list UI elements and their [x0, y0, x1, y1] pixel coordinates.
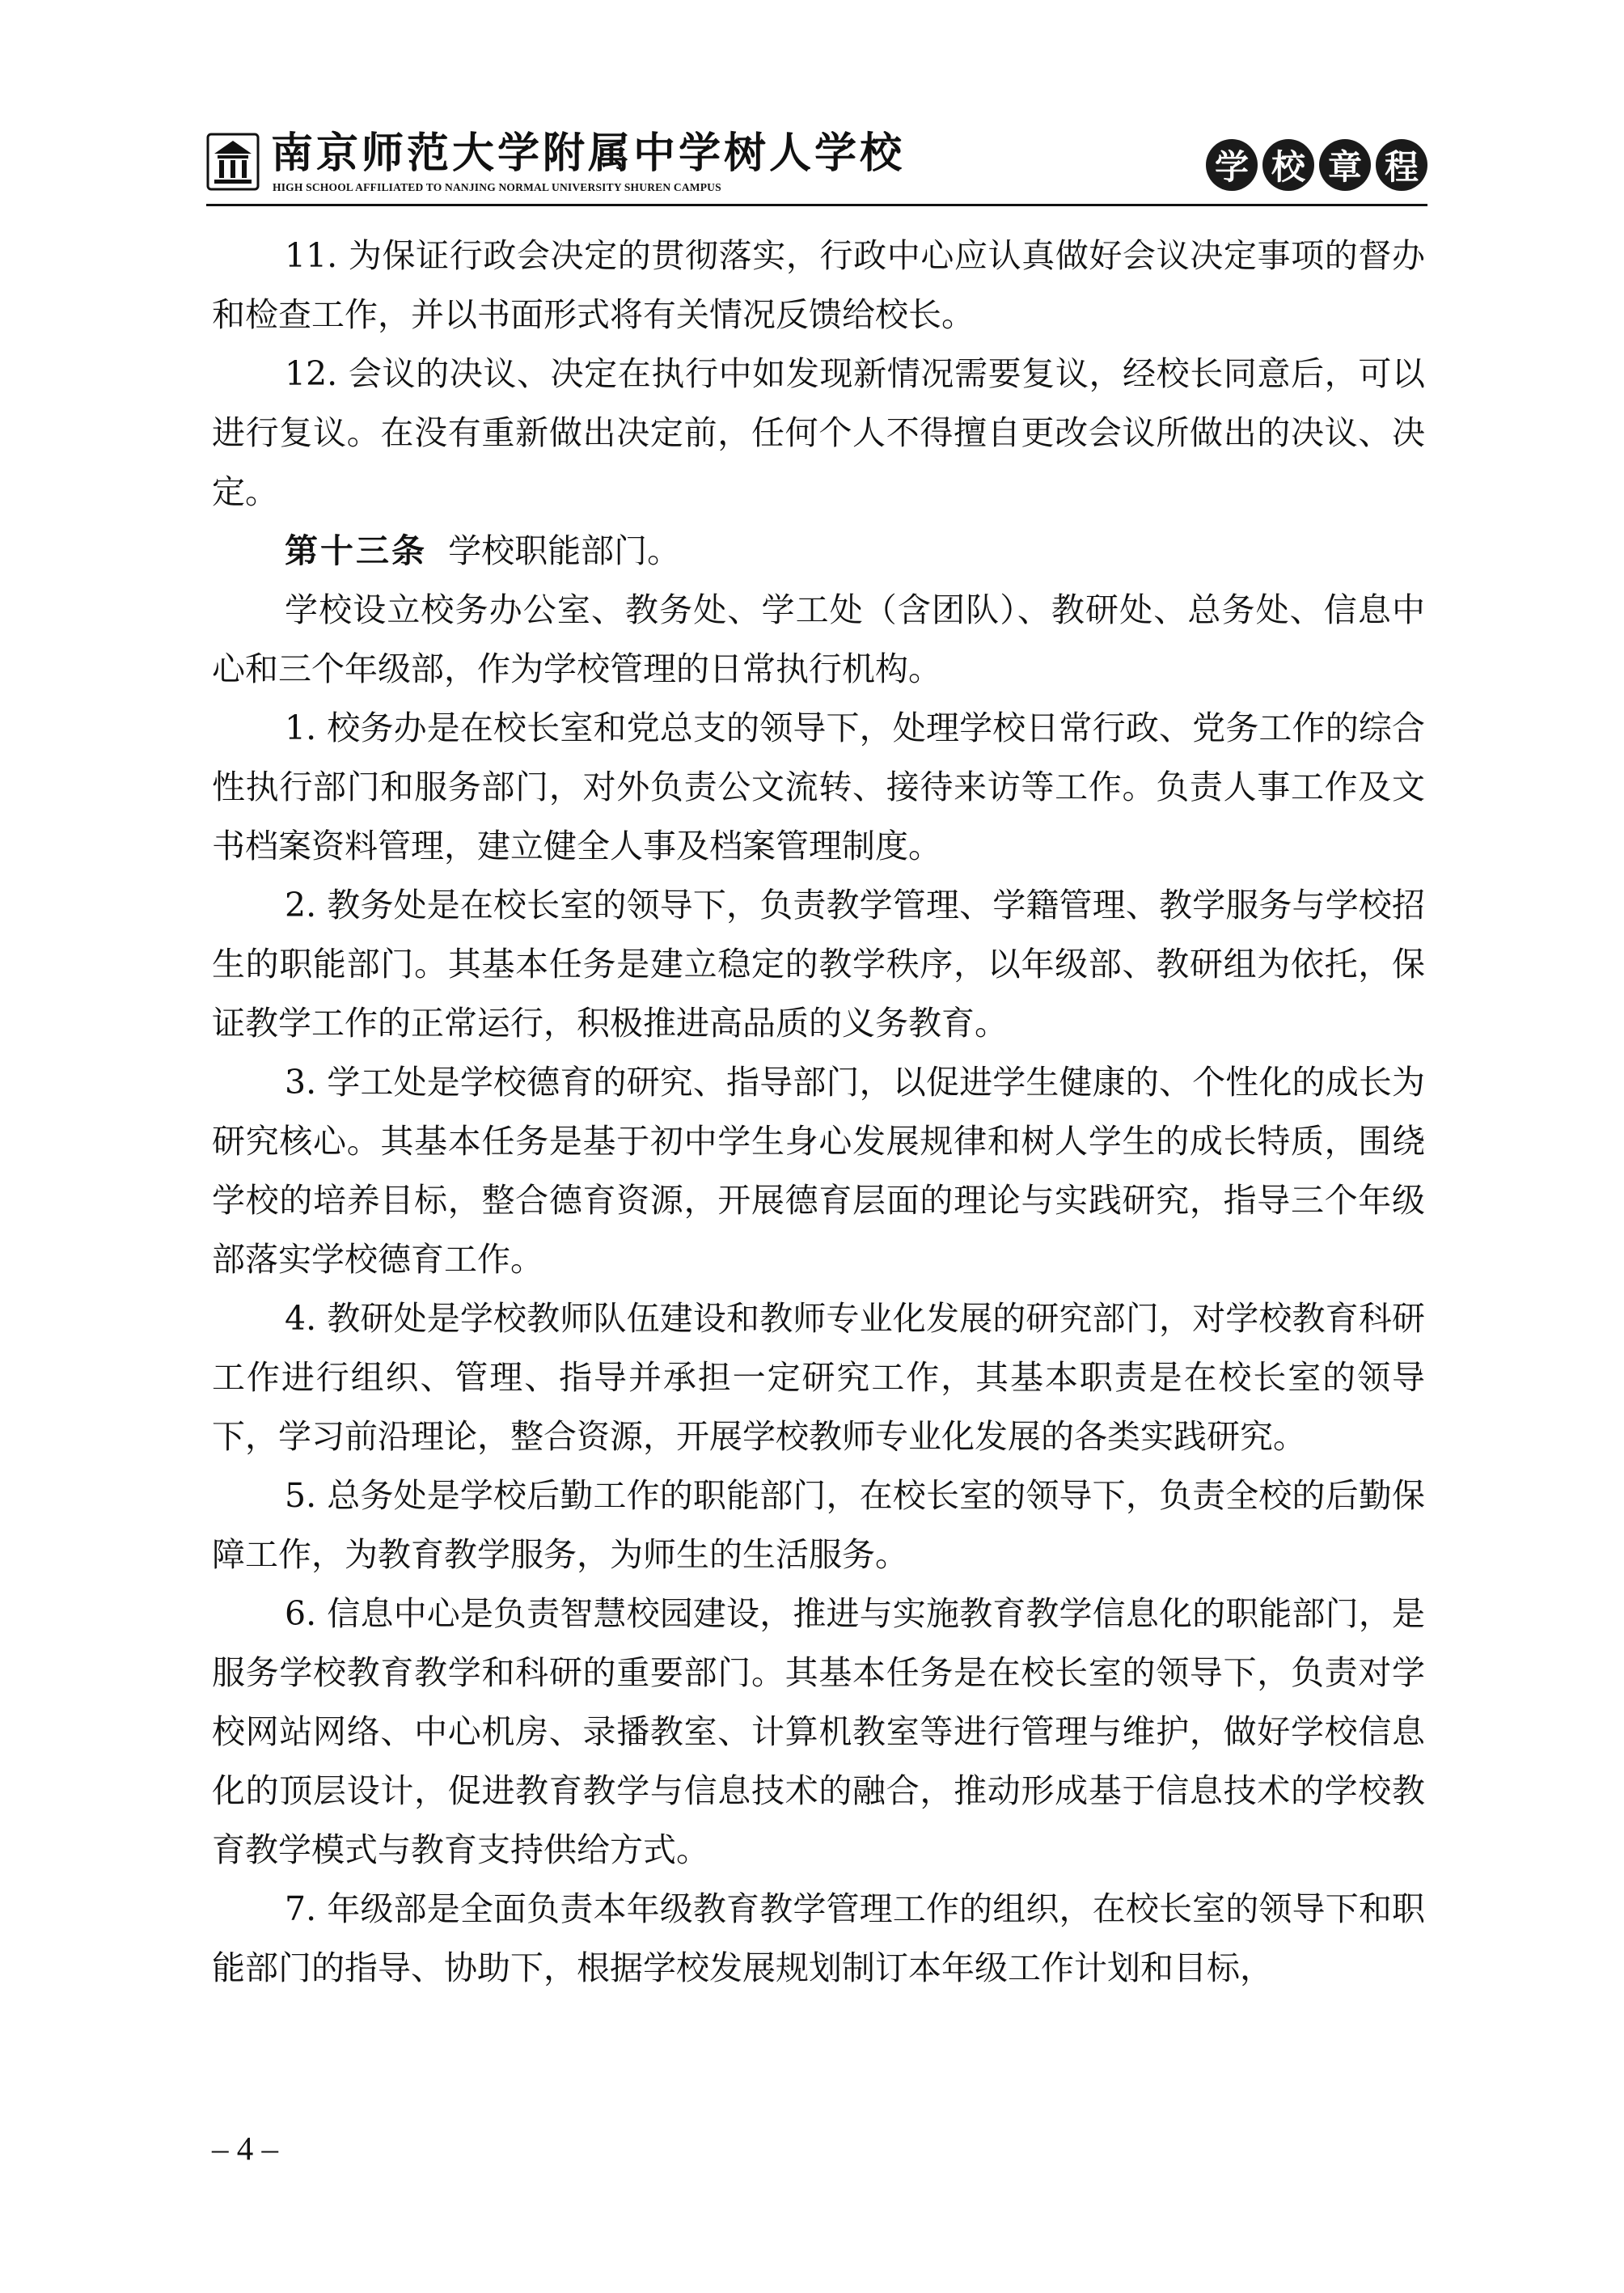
article-title: 学校职能部门。: [448, 531, 681, 570]
page-header: [206, 129, 1427, 204]
paragraph: 学校设立校务办公室、教务处、学工处（含团队）、教研处、总务处、信息中心和三个年级部，作为学校管理的日常执行机构。: [212, 590, 1425, 688]
paragraph: 4. 教研处是学校教师队伍建设和教师专业化发展的研究部门，对学校教育科研工作进行组织、管理、指导并承担一定研究工作，其基本职责是在校长室的领导下，学习前沿理论，整合资源，开展学校教师专业化发展的各类实践研究。: [212, 1299, 1425, 1456]
paragraph: 7. 年级部是全面负责本年级教育教学管理工作的组织，在校长室的领导下和职能部门的指导、协助下，根据学校发展规划制订本年级工作计划和目标，: [212, 1889, 1425, 1987]
section-badge: 章: [1319, 139, 1371, 191]
paragraph: 2. 教务处是在校长室的领导下，负责教学管理、学籍管理、教学服务与学校招生的职能部门。其基本任务是建立稳定的教学秩序，以年级部、教研组为依托，保证教学工作的正常运行，积极推进高品质的义务教育。: [212, 886, 1425, 1043]
section-badge: 校: [1262, 139, 1314, 191]
paragraph: 1. 校务办是在校长室和党总支的领导下，处理学校日常行政、党务工作的综合性执行部门和服务部门，对外负责公文流转、接待来访等工作。负责人事工作及文书档案资料管理，建立健全人事及档案管理制度。: [212, 709, 1425, 865]
page-number: – 4 –: [212, 2130, 278, 2167]
section-badge: 学: [1206, 139, 1258, 191]
paragraph: 5. 总务处是学校后勤工作的职能部门，在校长室的领导下，负责全校的后勤保障工作，为教育教学服务，为师生的生活服务。: [212, 1476, 1425, 1574]
document-body: [212, 226, 1425, 1998]
paragraph: 12. 会议的决议、决定在执行中如发现新情况需要复议，经校长同意后，可以进行复议。在没有重新做出决定前，任何个人不得擅自更改会议所做出的决议、决定。: [212, 354, 1425, 511]
paragraph: 6. 信息中心是负责智慧校园建设，推进与实施教育教学信息化的职能部门，是服务学校教育教学和科研的重要部门。其基本任务是在校长室的领导下，负责对学校网站网络、中心机房、录播教室、计算机教室等进行管理与维护，做好学校信息化的顶层设计，促进教育教学与信息技术的融合，推动形成基于信息技术的学校教育教学模式与教育支持供给方式。: [212, 1594, 1425, 1869]
section-badges: [1206, 139, 1427, 191]
article-label: 第十三条: [285, 531, 427, 570]
article-heading: [212, 522, 1425, 581]
section-badge: 程: [1376, 139, 1427, 191]
paragraph: 3. 学工处是学校德育的研究、指导部门，以促进学生健康的、个性化的成长为研究核心。其基本任务是基于初中学生身心发展规律和树人学生的成长特质，围绕学校的培养目标，整合德育资源，开展德育层面的理论与实践研究，指导三个年级部落实学校德育工作。: [212, 1063, 1425, 1279]
school-crest-icon: [206, 133, 260, 191]
header-divider: [206, 204, 1427, 206]
school-name-en: HIGH SCHOOL AFFILIATED TO NANJING NORMAL UNIVERSITY SHUREN CAMPUS: [273, 181, 721, 193]
school-name-cn: 南京师范大学附属中学树人学校: [271, 129, 906, 178]
paragraph: 11. 为保证行政会决定的贯彻落实，行政中心应认真做好会议决定事项的督办和检查工作，并以书面形式将有关情况反馈给校长。: [212, 236, 1425, 334]
